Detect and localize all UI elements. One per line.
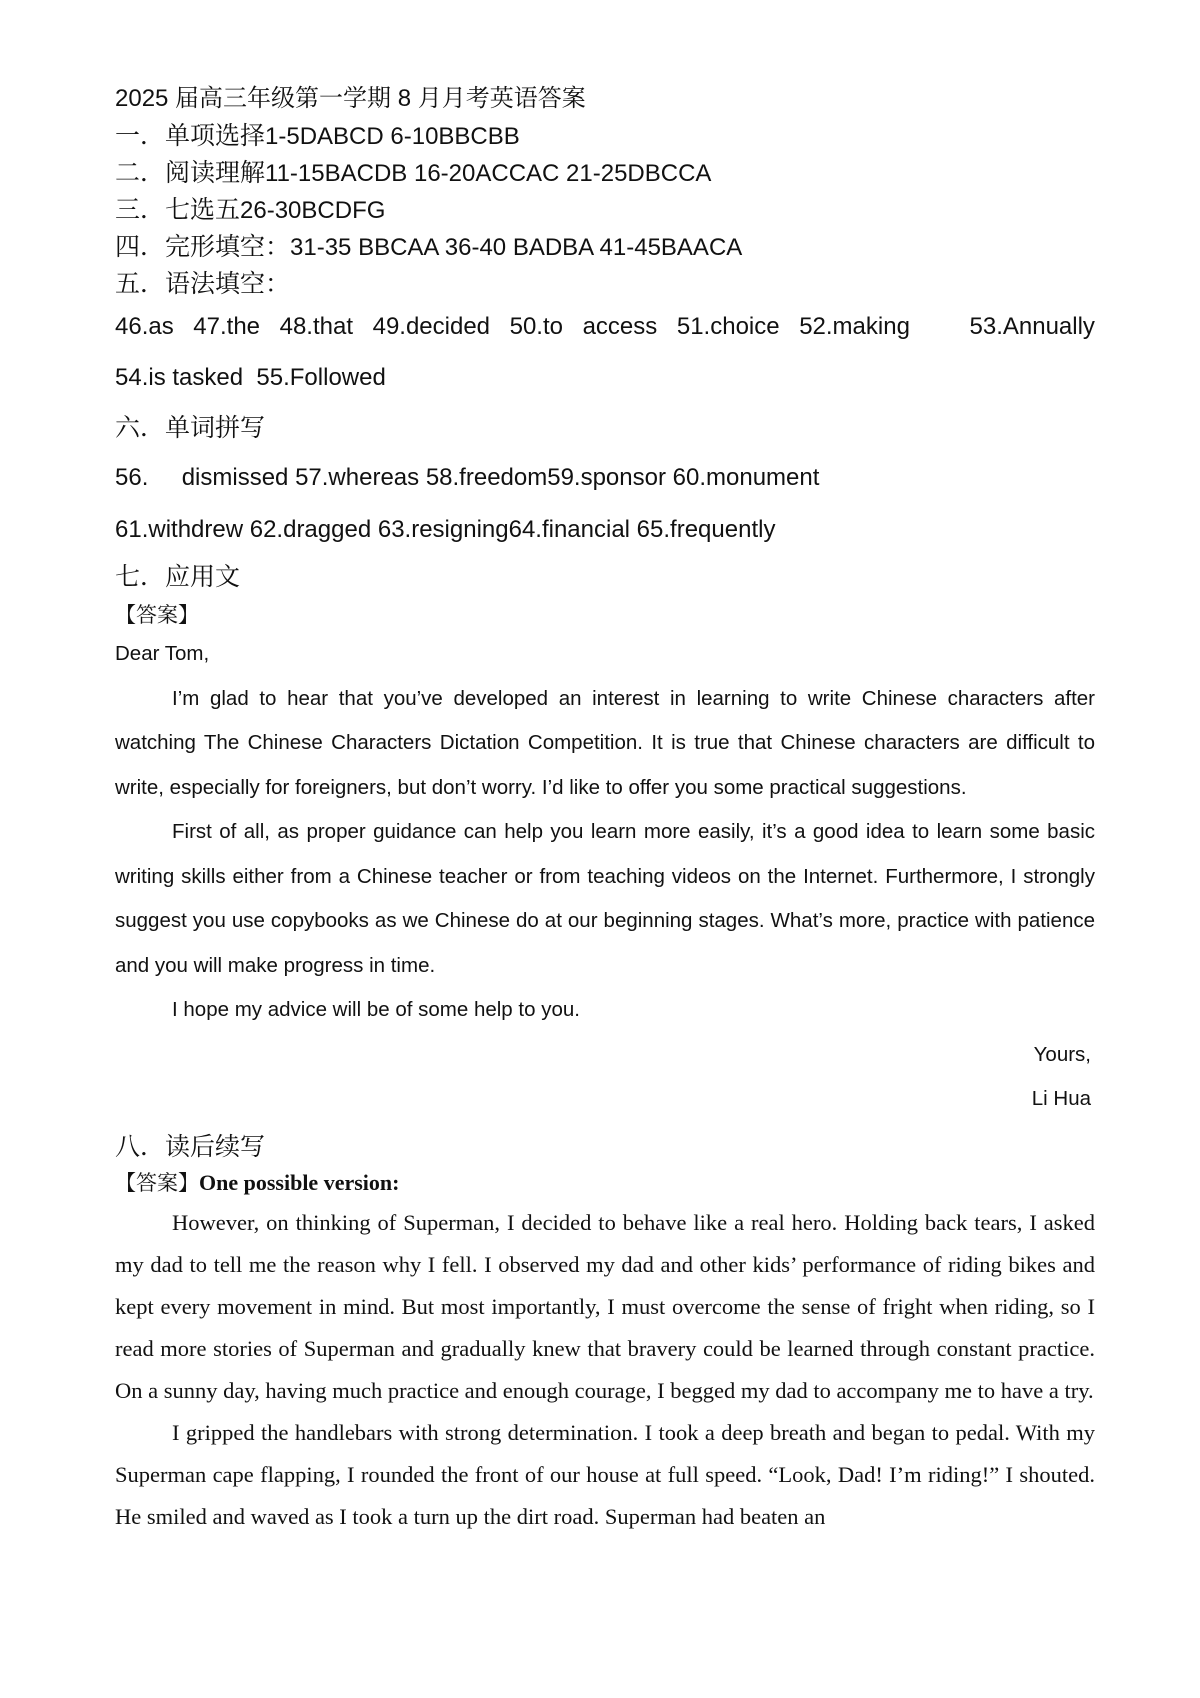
- grammar-answer: 50.to: [509, 313, 563, 340]
- section-label: 二．阅读理解: [115, 158, 266, 187]
- section-single-choice: [115, 117, 1095, 154]
- letter-paragraph: First of all, as proper guidance can help you learn more easily, it’s a good idea to learn some basic writing skills either from a Chinese teacher or from teaching videos on the Internet. Furthermore, I strongly suggest you use copybooks as we Chinese do at our beginning stages. What’s more, practice with patience and you will make progress in time.: [115, 820, 1095, 977]
- grammar-answer: access: [582, 313, 658, 340]
- grammar-answer: 54.is tasked 55.Followed: [115, 364, 386, 391]
- answer-tag: 【答案】: [115, 603, 199, 627]
- letter-paragraph: I’m glad to hear that you’ve developed an interest in learning to write Chinese characters after watching The Chinese Characters Dictation Competition. It is true that Chinese characters are difficult to write, especially for foreigners, but don’t worry. I’d like to offer you some practical suggestions.: [115, 686, 1095, 799]
- section-label: 三．七选五: [115, 195, 241, 224]
- section-label: 六．单词拼写: [115, 413, 266, 442]
- grammar-answer: 46.as: [115, 313, 174, 340]
- section-cloze: [115, 228, 1095, 265]
- section-grammar-label: [115, 265, 1095, 302]
- story-paragraph: I gripped the handlebars with strong determination. I took a deep breath and began to pedal. With my Superman cape flapping, I rounded the front of our house at full speed. “Look, Dad! I’m riding!” I shouted. He smiled and waved as I took a turn up the dirt road. Superman had beaten an: [115, 1419, 1095, 1529]
- section-label: 一．单项选择: [115, 121, 266, 150]
- spelling-answers-line-1: [115, 452, 1095, 504]
- story-paragraph: However, on thinking of Superman, I decided to behave like a real hero. Holding back tears, I asked my dad to tell me the reason why I fell. I observed my dad and other kids’ performance of riding bikes and kept every movement in mind. But most importantly, I must overcome the sense of fright when riding, so I read more stories of Superman and gradually knew that bravery could be learned through constant practice. On a sunny day, having much practice and enough courage, I begged my dad to accompany me to have a try.: [115, 1209, 1095, 1403]
- section-writing-label: [115, 556, 1095, 598]
- spelling-answer: 56. dismissed 57.whereas 58.freedom59.sponsor 60.monument: [115, 464, 820, 491]
- letter-closing: Yours,: [1033, 1042, 1091, 1066]
- answer-sheet: [115, 80, 1095, 1538]
- section-continuation-label: [115, 1122, 1095, 1164]
- grammar-answer: 49.decided: [372, 313, 491, 340]
- title-text: 2025 届高三年级第一学期 8 月月考英语答案: [115, 85, 586, 112]
- grammar-answer: 48.that: [279, 313, 354, 340]
- grammar-answer: 52.making: [799, 313, 910, 340]
- grammar-answers-line-2: [115, 352, 1095, 404]
- spelling-answers-line-2: [115, 504, 1095, 556]
- section-spelling-label: [115, 404, 1095, 452]
- letter-signature: Li Hua: [1031, 1087, 1091, 1110]
- section-answers: 31-35 BBCAA 36-40 BADBA 41-45BAACA: [290, 234, 743, 261]
- section-label: 八．读后续写: [115, 1131, 266, 1161]
- grammar-answer: 53.Annually: [969, 313, 1095, 340]
- letter-paragraph: I hope my advice will be of some help to you.: [172, 998, 580, 1021]
- grammar-answer: 51.choice: [676, 313, 780, 340]
- version-heading: [115, 1164, 1095, 1202]
- section-label: 四．完形填空：: [115, 232, 291, 261]
- section-answers: 1-5DABCD 6-10BBCBB: [265, 123, 520, 150]
- spelling-answer: 61.withdrew 62.dragged 63.resigning64.financial 65.frequently: [115, 516, 776, 543]
- continuation-story: [115, 1202, 1095, 1538]
- version-label: One possible version:: [199, 1169, 400, 1195]
- section-label: 七．应用文: [115, 562, 241, 591]
- section-answers: 11-15BACDB 16-20ACCAC 21-25DBCCA: [265, 160, 712, 187]
- letter: [115, 632, 1095, 1122]
- grammar-answer: 47.the: [193, 313, 261, 340]
- grammar-answers-line-1: [115, 302, 1095, 352]
- answer-tag: 【答案】: [115, 1170, 199, 1195]
- section-label: 五．语法填空：: [115, 269, 291, 298]
- section-reading: [115, 154, 1095, 191]
- document-title: [115, 80, 1095, 117]
- letter-greeting: Dear Tom,: [115, 642, 210, 665]
- section-answers: 26-30BCDFG: [240, 197, 386, 224]
- section-seven-choose-five: [115, 191, 1095, 228]
